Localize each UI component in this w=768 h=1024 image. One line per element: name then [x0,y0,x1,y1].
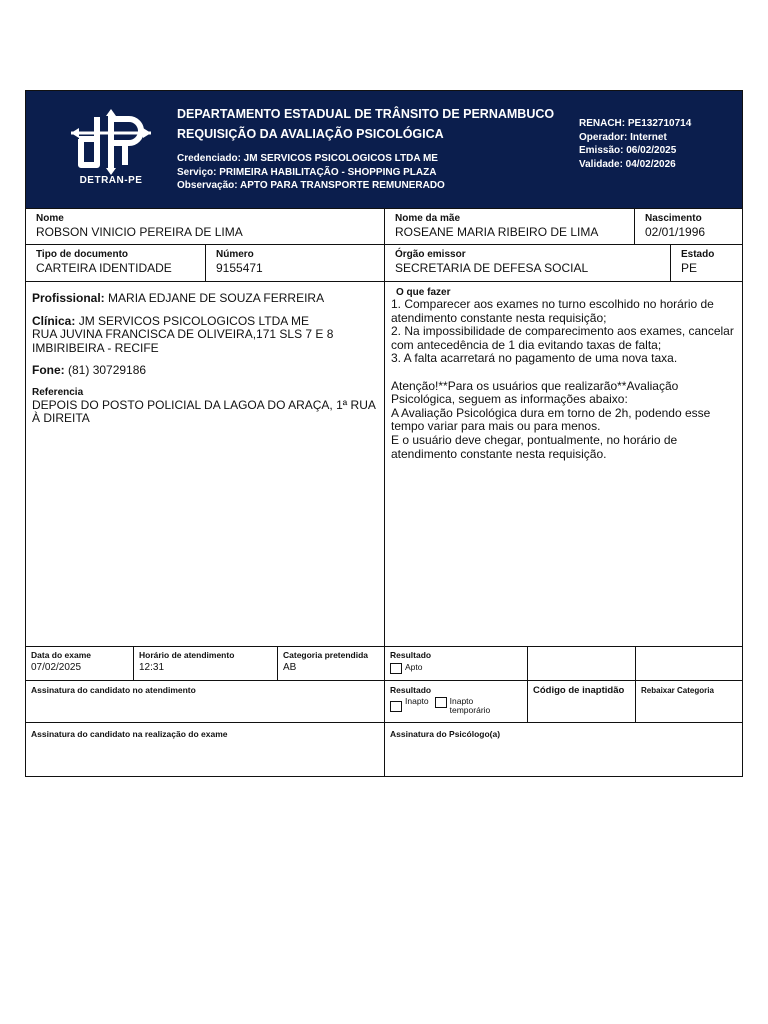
orgao-cell [384,245,670,281]
inapto-temp-option [435,697,494,715]
codigo-cell [527,681,635,722]
profissional-line [32,292,378,306]
exam-time-label: Horário de atendimento [139,650,235,660]
exam-time-value: 12:31 [139,662,165,673]
result-inapto-cell [384,681,527,722]
detran-logo [71,109,151,189]
operador-text: Operador: Internet [579,131,667,143]
exam-date-cell [26,647,133,680]
instruction-item: 2. Na impossibilidade de comparecimento aos exames, cancelar com antecedência de 1 dia evitando taxas de falta; [391,324,734,352]
observacao-text: Observação: APTO PARA TRANSPORTE REMUNERADO [177,180,445,191]
estado-cell [670,245,742,281]
doc-type-value: CARTEIRA IDENTIDADE [36,261,172,275]
validade-text: Validade: 04/02/2026 [579,158,676,170]
issue-info [579,117,691,171]
exam-date-label: Data do exame [31,650,91,660]
requisition-document [25,90,743,777]
psychologist-signature-label: Assinatura do Psicólogo(a) [390,729,501,739]
empty-cell [527,647,635,680]
inapto-option [390,697,429,715]
codigo-label: Código de inaptidão [533,685,625,696]
apto-label: Apto [405,662,423,672]
header-banner [26,91,742,208]
category-label: Categoria pretendida [283,650,369,660]
instructions [384,282,742,646]
attention-item: Atenção!**Para os usuários que realizarão**Avaliação Psicológica, seguem as informações abaixo: [391,378,679,407]
apto-option [390,663,423,674]
result-label: Resultado [390,650,432,660]
exam-signature-label: Assinatura do candidato na realização do exame [31,729,228,739]
fone-line [32,364,378,378]
orgao-label: Órgão emissor [395,249,466,260]
clinica-line [32,315,378,356]
nome-label: Nome [36,213,64,224]
orgao-value: SECRETARIA DE DEFESA SOCIAL [395,261,589,275]
instructions-title: O que fazer [396,287,451,298]
main-section [26,281,742,646]
credenciado-text: Credenciado: JM SERVICOS PSICOLOGICOS LTDA ME [177,153,438,164]
service-info [177,152,445,193]
attention-item: E o usuário deve chegar, pontualmente, no horário de atendimento constante nesta requisição. [391,432,678,461]
fone-value: (81) 30729186 [68,363,147,377]
candidate-signature-cell [26,681,384,722]
candidate-signature-label: Assinatura do candidato no atendimento [31,685,196,695]
apto-checkbox[interactable] [390,663,402,674]
emissao-text: Emissão: 06/02/2025 [579,145,677,156]
department-title: DEPARTAMENTO ESTADUAL DE TRÂNSITO DE PERNAMBUCO [177,107,555,121]
rebaixar-cell [635,681,742,722]
clinica-address: RUA JUVINA FRANCISCA DE OLIVEIRA,171 SLS 7 E 8 IMBIRIBEIRA - RECIFE [32,327,334,355]
exam-row [26,646,742,680]
doc-number-cell [205,245,384,281]
rebaixar-label: Rebaixar Categoria [641,686,714,695]
result2-label: Resultado [390,685,432,695]
nascimento-label: Nascimento [645,213,702,224]
estado-label: Estado [681,249,715,260]
mae-label: Nome da mãe [395,213,461,224]
nome-cell [26,209,384,244]
renach-text: RENACH: PE132710714 [579,118,692,129]
inapto-checkbox[interactable] [390,701,402,712]
referencia-label: Referencia [32,386,84,398]
inapto-options [390,697,522,715]
logo-text: DETRAN-PE [79,175,143,186]
final-signature-row [26,722,742,776]
attention-item: A Avaliação Psicológica dura em torno de 2h, podendo esse tempo variar para mais ou para menos. [391,405,711,434]
doc-type-cell [26,245,205,281]
nascimento-value: 02/01/1996 [645,225,706,239]
estado-value: PE [681,261,698,275]
mae-value: ROSEANE MARIA RIBEIRO DE LIMA [395,225,599,239]
profissional-value: MARIA EDJANE DE SOUZA FERREIRA [108,291,325,305]
exam-time-cell [133,647,277,680]
instruction-item: 3. A falta acarretará no pagamento de uma nova taxa. [391,351,678,366]
category-value: AB [283,662,297,673]
servico-text: Serviço: PRIMEIRA HABILITAÇÃO - SHOPPING PLAZA [177,166,437,178]
detran-logo-icon [71,109,151,175]
inapto-label: Inapto [405,696,429,706]
exam-signature-cell [26,723,384,776]
mae-cell [384,209,634,244]
psychologist-signature-cell [384,723,742,776]
result-apto-cell [384,647,527,680]
nome-value: ROBSON VINICIO PEREIRA DE LIMA [36,225,243,239]
person-row [26,208,742,244]
clinica-value: JM SERVICOS PSICOLOGICOS LTDA ME [78,313,309,328]
inapto-temp-label: Inapto temporário [449,696,491,715]
doc-number-value: 9155471 [216,261,263,275]
document-title: REQUISIÇÃO DA AVALIAÇÃO PSICOLÓGICA [177,127,444,141]
fone-label: Fone: [32,363,65,377]
referencia-value: DEPOIS DO POSTO POLICIAL DA LAGOA DO ARAÇA, 1ª RUA À DIREITA [32,397,376,425]
nascimento-cell [634,209,742,244]
document-row [26,244,742,281]
doc-number-label: Número [216,249,254,260]
empty-cell [635,647,742,680]
clinica-label: Clínica: [32,313,76,328]
doc-type-label: Tipo de documento [36,249,129,260]
profissional-label: Profissional: [32,291,105,305]
signature-result-row [26,680,742,722]
instruction-item: 1. Comparecer aos exames no turno escolhido no horário de atendimento constante nesta requisição; [391,297,714,325]
clinic-info [26,282,384,646]
exam-date-value: 07/02/2025 [31,662,82,673]
category-cell [277,647,384,680]
inapto-temp-checkbox[interactable] [435,697,447,708]
